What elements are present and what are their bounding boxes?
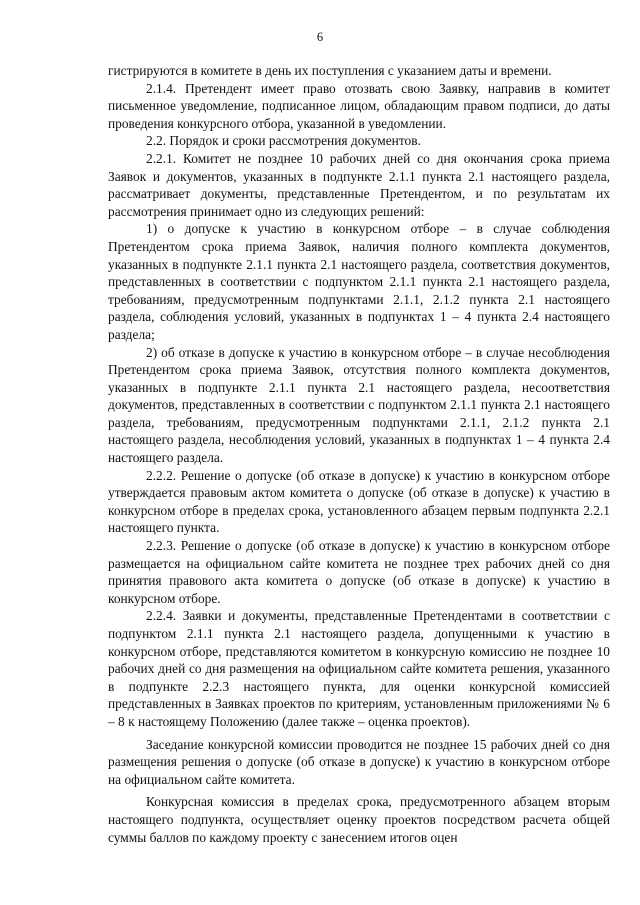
paragraph-2-1-4: 2.1.4. Претендент имеет право отозвать свою Заявку, направив в комитет письменное уведомление, подписанное лицом, обладающим правом подписи, до даты проведения конкурсного отбора, указанной в уведомлении. [108,80,610,131]
paragraph-2-2-4: 2.2.4. Заявки и документы, представленные Претендентами в соответствии с подпунктом 2.1.1 пункта 2.1 настоящего раздела, допущенными к участию в конкурсном отборе, представляются комитетом в конкурсную комиссию не позднее 10 рабочих дней со дня размещения на официальном сайте комитета решения, указанного в подпункте 2.2.3 настоящего пункта, для оценки конкурсной комиссией представленных в Заявках проектов по критериям, установленным приложениями № 6 – 8 к настоящему Положению (далее также – оценка проектов). [108,608,610,729]
paragraph-item-1: 1) о допуске к участию в конкурсном отборе – в случае соблюдения Претендентом срока приема Заявок, наличия полного комплекта документов, указанных в подпункте 2.1.1 пункта 2.1 настоящего раздела, соответствия документов, представленных в соответствии с подпунктом 2.1.1 пункта 2.1 настоящего раздела, требованиям, предусмотренным подпунктами 2.1.1, 2.1.2 пункта 2.1 настоящего раздела, соблюдения условий, указанных в подпунктах 1 – 4 пункта 2.4 настоящего раздела; [108,221,610,342]
paragraph-2-2-2: 2.2.2. Решение о допуске (об отказе в допуске) к участию в конкурсном отборе утверждается правовым актом комитета о допуске (об отказе в допуске) к участию в конкурсном отборе в пределах срока, установленного абзацем первым подпункта 2.2.1 настоящего пункта. [108,467,610,536]
document-body [108,62,610,846]
paragraph-meeting: Заседание конкурсной комиссии проводится не позднее 15 рабочих дней со дня размещения решения о допуске (об отказе в допуске) к участию в конкурсном отборе на официальном сайте комитета. [108,736,610,787]
paragraph-2-2-3: 2.2.3. Решение о допуске (об отказе в допуске) к участию в конкурсном отборе размещается на официальном сайте комитета не позднее трех рабочих дней со дня принятия правового акта комитета о допуске (об отказе в допуске) к участию в конкурсном отборе. [108,538,610,606]
page-number: 6 [316,30,324,44]
paragraph-continuation: гистрируются в комитете в день их поступления с указанием даты и времени. [108,63,552,78]
paragraph-commission: Конкурсная комиссия в пределах срока, предусмотренного абзацем вторым настоящего подпункта, осуществляет оценку проектов посредством расчета общей суммы баллов по каждому проекту с занесением итогов оцен [108,794,610,845]
paragraph-2-2-heading: 2.2. Порядок и сроки рассмотрения документов. [146,133,421,149]
paragraph-item-2: 2) об отказе в допуске к участию в конкурсном отборе – в случае несоблюдения Претендентом срока приема Заявок, отсутствия полного комплекта документов, указанных в подпункте 2.1.1 пункта 2.1 настоящего раздела, несоответствия документов, представленных в соответствии с подпунктом 2.1.1 пункта 2.1 настоящего раздела, требованиям, предусмотренным подпунктами 2.1.1, 2.1.2 пункта 2.1 настоящего раздела, несоблюдения условий, указанных в подпунктах 1 – 4 пункта 2.4 настоящего раздела. [108,344,610,466]
paragraph-2-2-1: 2.2.1. Комитет не позднее 10 рабочих дней со дня окончания срока приема Заявок и документов, указанных в подпункте 2.1.1 пункта 2.1 настоящего раздела, рассматривает документы, представленные Претендентом, и по результатам их рассмотрения принимает одно из следующих решений: [108,150,610,219]
